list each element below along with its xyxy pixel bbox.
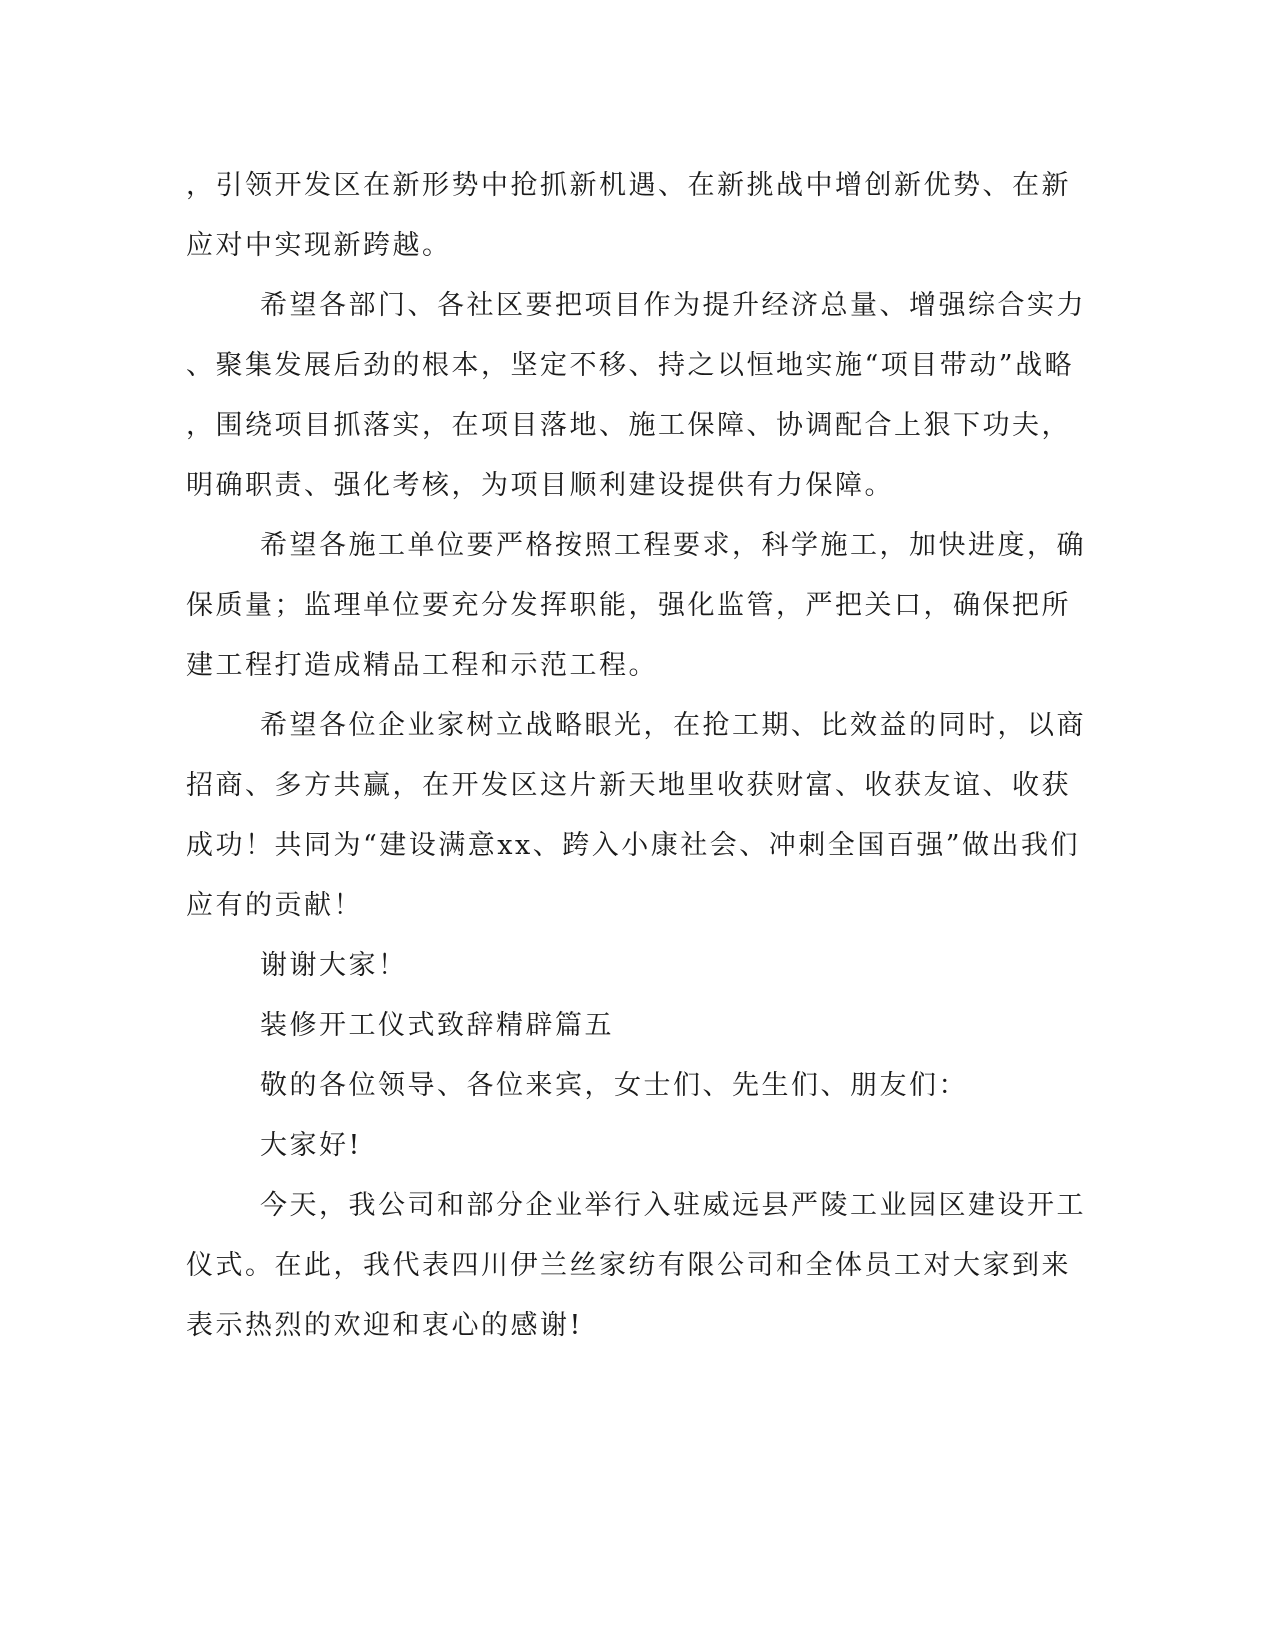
- text-line: 表示热烈的欢迎和衷心的感谢!: [186, 1310, 583, 1341]
- paragraph-start-line: 希望各施工单位要严格按照工程要求，科学施工，加快进度，确: [260, 530, 1086, 561]
- paragraph-start-line: 今天，我公司和部分企业举行入驻威远县严陵工业园区建设开工: [260, 1190, 1086, 1221]
- greeting-line: 大家好!: [260, 1130, 362, 1161]
- text-line: 、聚集发展后劲的根本，坚定不移、持之以恒地实施“项目带动”战略: [186, 350, 1075, 381]
- text-line: 应有的贡献！: [186, 890, 363, 921]
- text-line: 成功！共同为“建设满意xx、跨入小康社会、冲刺全国百强”做出我们: [186, 830, 1081, 861]
- section-heading: 装修开工仪式致辞精辟篇五: [260, 1010, 614, 1041]
- salutation-line: 敬的各位领导、各位来宾，女士们、先生们、朋友们：: [260, 1070, 968, 1101]
- text-line: ，围绕项目抓落实，在项目落地、施工保障、协调配合上狠下功夫，: [186, 410, 1071, 441]
- paragraph-start-line: 希望各位企业家树立战略眼光，在抢工期、比效益的同时，以商: [260, 710, 1086, 741]
- text-line: 建工程打造成精品工程和示范工程。: [186, 650, 658, 681]
- text-line: 应对中实现新跨越。: [186, 230, 452, 261]
- paragraph-start-line: 希望各部门、各社区要把项目作为提升经济总量、增强综合实力: [260, 290, 1086, 321]
- text-line: 招商、多方共赢，在开发区这片新天地里收获财富、收获友谊、收获: [186, 770, 1071, 801]
- document-body: [186, 156, 1086, 1356]
- text-line: 明确职责、强化考核，为项目顺利建设提供有力保障。: [186, 470, 894, 501]
- text-line: 保质量；监理单位要充分发挥职能，强化监管，严把关口，确保把所: [186, 590, 1071, 621]
- text-line: ，引领开发区在新形势中抢抓新机遇、在新挑战中增创新优势、在新: [186, 170, 1071, 201]
- thanks-line: 谢谢大家！: [260, 950, 408, 981]
- text-line: 仪式。在此，我代表四川伊兰丝家纺有限公司和全体员工对大家到来: [186, 1250, 1071, 1281]
